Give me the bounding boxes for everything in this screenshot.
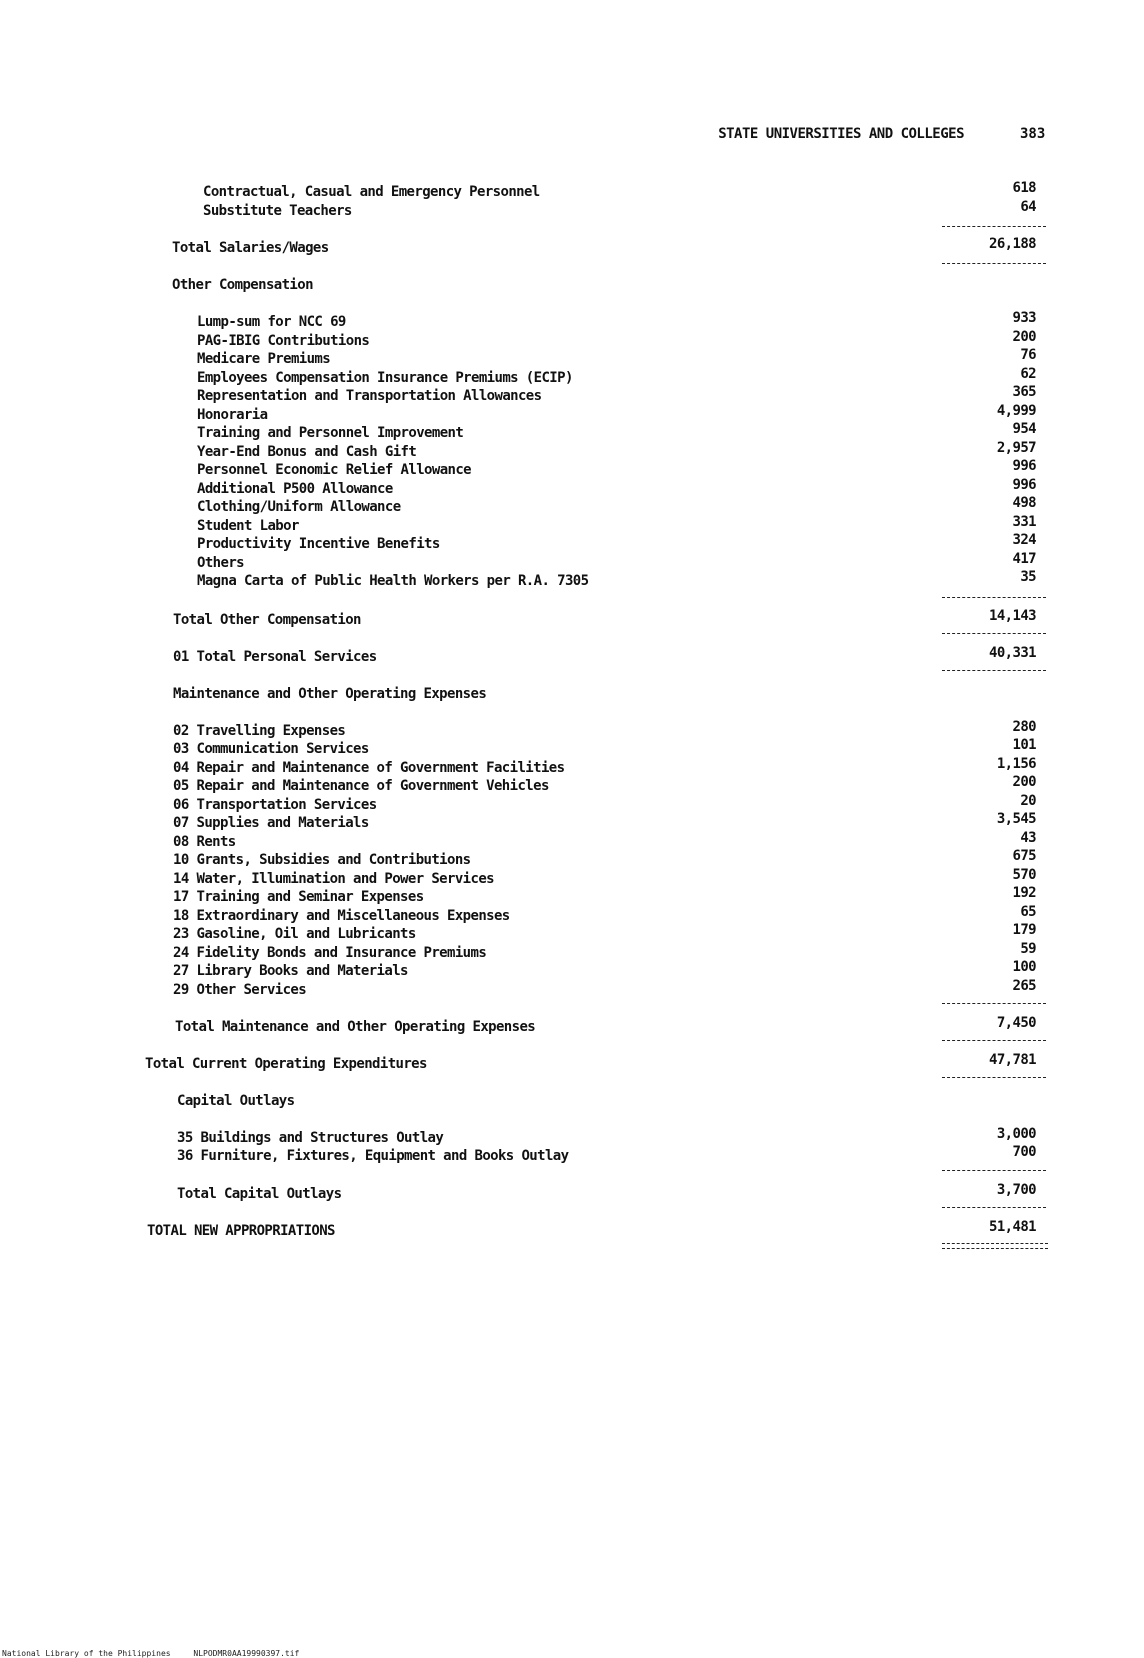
row-amount: 62 (1020, 366, 1036, 382)
table-row (0, 1219, 1144, 1242)
double-rule (942, 1243, 1048, 1249)
row-amount: 179 (1012, 922, 1036, 938)
row-label: 14 Water, Illumination and Power Services (173, 871, 494, 887)
row-label: Total Salaries/Wages (172, 240, 329, 256)
table-row (0, 1182, 1144, 1205)
table-row (0, 421, 1144, 444)
row-amount: 76 (1020, 347, 1036, 363)
row-label: Lump-sum for NCC 69 (197, 314, 346, 330)
single-rule (942, 1077, 1046, 1078)
row-amount: 365 (1012, 384, 1036, 400)
table-row (0, 686, 1144, 705)
table-row (0, 793, 1144, 816)
row-label: 04 Repair and Maintenance of Government Facilities (173, 760, 565, 776)
table-row (0, 608, 1144, 631)
row-label: Year-End Bonus and Cash Gift (197, 444, 417, 460)
single-rule (942, 226, 1046, 227)
row-label: 27 Library Books and Materials (173, 963, 408, 979)
table-row (0, 830, 1144, 853)
row-label: Total Capital Outlays (177, 1186, 342, 1202)
single-rule (942, 597, 1046, 598)
table-row (0, 569, 1144, 592)
table-row (0, 645, 1144, 668)
row-label: Capital Outlays (177, 1093, 295, 1109)
single-rule (942, 1207, 1046, 1208)
row-amount: 26,188 (989, 236, 1036, 252)
row-amount: 4,999 (996, 403, 1036, 419)
row-amount: 43 (1020, 830, 1036, 846)
row-label: Others (197, 555, 244, 571)
row-label: Total Maintenance and Other Operating Expenses (175, 1019, 536, 1035)
table-row (0, 180, 1144, 203)
row-label: Personnel Economic Relief Allowance (197, 462, 472, 478)
row-label: Substitute Teachers (203, 203, 352, 219)
table-row (0, 495, 1144, 518)
row-amount: 192 (1012, 885, 1036, 901)
table-row (0, 904, 1144, 927)
row-amount: 3,000 (996, 1126, 1036, 1142)
row-amount: 2,957 (996, 440, 1036, 456)
row-label: PAG-IBIG Contributions (197, 333, 370, 349)
row-amount: 996 (1012, 458, 1036, 474)
table-row (0, 737, 1144, 760)
single-rule (942, 1170, 1046, 1171)
row-label: Honoraria (197, 407, 268, 423)
row-label: Student Labor (197, 518, 299, 534)
row-amount: 47,781 (989, 1052, 1036, 1068)
row-amount: 51,481 (989, 1219, 1036, 1235)
row-amount: 40,331 (989, 645, 1036, 661)
page-number: 383 (1020, 126, 1046, 142)
row-label: 05 Repair and Maintenance of Government Vehicles (173, 778, 549, 794)
row-label: 18 Extraordinary and Miscellaneous Expenses (173, 908, 510, 924)
row-label: Other Compensation (172, 277, 313, 293)
footer-file: NLPODMR0AA19990397.tif (193, 1649, 300, 1658)
table-row (0, 236, 1144, 259)
row-amount: 498 (1012, 495, 1036, 511)
table-row (0, 941, 1144, 964)
row-label: 06 Transportation Services (173, 797, 377, 813)
table-row (0, 514, 1144, 537)
row-label: Total Current Operating Expenditures (145, 1056, 427, 1072)
row-label: Magna Carta of Public Health Workers per R.A. 7305 (197, 573, 589, 589)
row-amount: 100 (1012, 959, 1036, 975)
row-amount: 3,700 (996, 1182, 1036, 1198)
row-label: Training and Personnel Improvement (197, 425, 464, 441)
row-amount: 324 (1012, 532, 1036, 548)
table-row (0, 867, 1144, 890)
row-label: Maintenance and Other Operating Expenses (173, 686, 487, 702)
table-row (0, 1015, 1144, 1038)
row-label: 08 Rents (173, 834, 236, 850)
row-amount: 417 (1012, 551, 1036, 567)
row-label: Additional P500 Allowance (197, 481, 393, 497)
row-label: Representation and Transportation Allowances (197, 388, 542, 404)
footer-library: National Library of the Philippines (2, 1649, 171, 1658)
row-label: 03 Communication Services (173, 741, 369, 757)
row-label: 17 Training and Seminar Expenses (173, 889, 424, 905)
row-label: 23 Gasoline, Oil and Lubricants (173, 926, 416, 942)
row-label: 36 Furniture, Fixtures, Equipment and Books Outlay (177, 1148, 569, 1164)
row-label: 01 Total Personal Services (173, 649, 377, 665)
table-row (0, 1052, 1144, 1075)
single-rule (942, 633, 1046, 634)
single-rule (942, 670, 1046, 671)
scan-footer (2, 1649, 317, 1658)
table-row (0, 1144, 1144, 1167)
table-row (0, 922, 1144, 945)
row-label: Clothing/Uniform Allowance (197, 499, 401, 515)
row-amount: 933 (1012, 310, 1036, 326)
table-row (0, 551, 1144, 574)
row-amount: 996 (1012, 477, 1036, 493)
row-amount: 954 (1012, 421, 1036, 437)
table-row (0, 1093, 1144, 1112)
row-amount: 618 (1012, 180, 1036, 196)
single-rule (942, 1040, 1046, 1041)
row-amount: 265 (1012, 978, 1036, 994)
table-row (0, 310, 1144, 333)
row-label: 35 Buildings and Structures Outlay (177, 1130, 444, 1146)
table-row (0, 403, 1144, 426)
table-row (0, 719, 1144, 742)
table-row (0, 885, 1144, 908)
table-row (0, 440, 1144, 463)
row-label: 07 Supplies and Materials (173, 815, 369, 831)
row-amount: 59 (1020, 941, 1036, 957)
table-row (0, 811, 1144, 834)
table-row (0, 347, 1144, 370)
row-label: TOTAL NEW APPROPRIATIONS (147, 1223, 335, 1239)
row-amount: 35 (1020, 569, 1036, 585)
single-rule (942, 263, 1046, 264)
row-amount: 700 (1012, 1144, 1036, 1160)
row-amount: 570 (1012, 867, 1036, 883)
table-row (0, 532, 1144, 555)
row-amount: 14,143 (989, 608, 1036, 624)
row-amount: 101 (1012, 737, 1036, 753)
table-row (0, 978, 1144, 1001)
table-row (0, 1126, 1144, 1149)
row-amount: 64 (1020, 199, 1036, 215)
row-amount: 3,545 (996, 811, 1036, 827)
running-header: STATE UNIVERSITIES AND COLLEGES (718, 126, 964, 142)
row-label: Contractual, Casual and Emergency Personnel (203, 184, 540, 200)
row-amount: 675 (1012, 848, 1036, 864)
table-row (0, 329, 1144, 352)
table-row (0, 774, 1144, 797)
single-rule (942, 1003, 1046, 1004)
row-label: Employees Compensation Insurance Premiums (ECIP) (197, 370, 573, 386)
row-label: Medicare Premiums (197, 351, 331, 367)
table-row (0, 199, 1144, 222)
row-label: 10 Grants, Subsidies and Contributions (173, 852, 471, 868)
table-row (0, 458, 1144, 481)
row-amount: 200 (1012, 774, 1036, 790)
row-label: Total Other Compensation (173, 612, 361, 628)
row-amount: 331 (1012, 514, 1036, 530)
row-amount: 280 (1012, 719, 1036, 735)
row-amount: 200 (1012, 329, 1036, 345)
table-row (0, 756, 1144, 779)
row-amount: 7,450 (996, 1015, 1036, 1031)
row-amount: 65 (1020, 904, 1036, 920)
table-row (0, 477, 1144, 500)
row-label: 24 Fidelity Bonds and Insurance Premiums (173, 945, 487, 961)
table-row (0, 848, 1144, 871)
table-row (0, 277, 1144, 296)
row-amount: 20 (1020, 793, 1036, 809)
row-amount: 1,156 (996, 756, 1036, 772)
row-label: 02 Travelling Expenses (173, 723, 346, 739)
row-label: Productivity Incentive Benefits (197, 536, 440, 552)
table-row (0, 959, 1144, 982)
table-row (0, 384, 1144, 407)
row-label: 29 Other Services (173, 982, 307, 998)
table-row (0, 366, 1144, 389)
